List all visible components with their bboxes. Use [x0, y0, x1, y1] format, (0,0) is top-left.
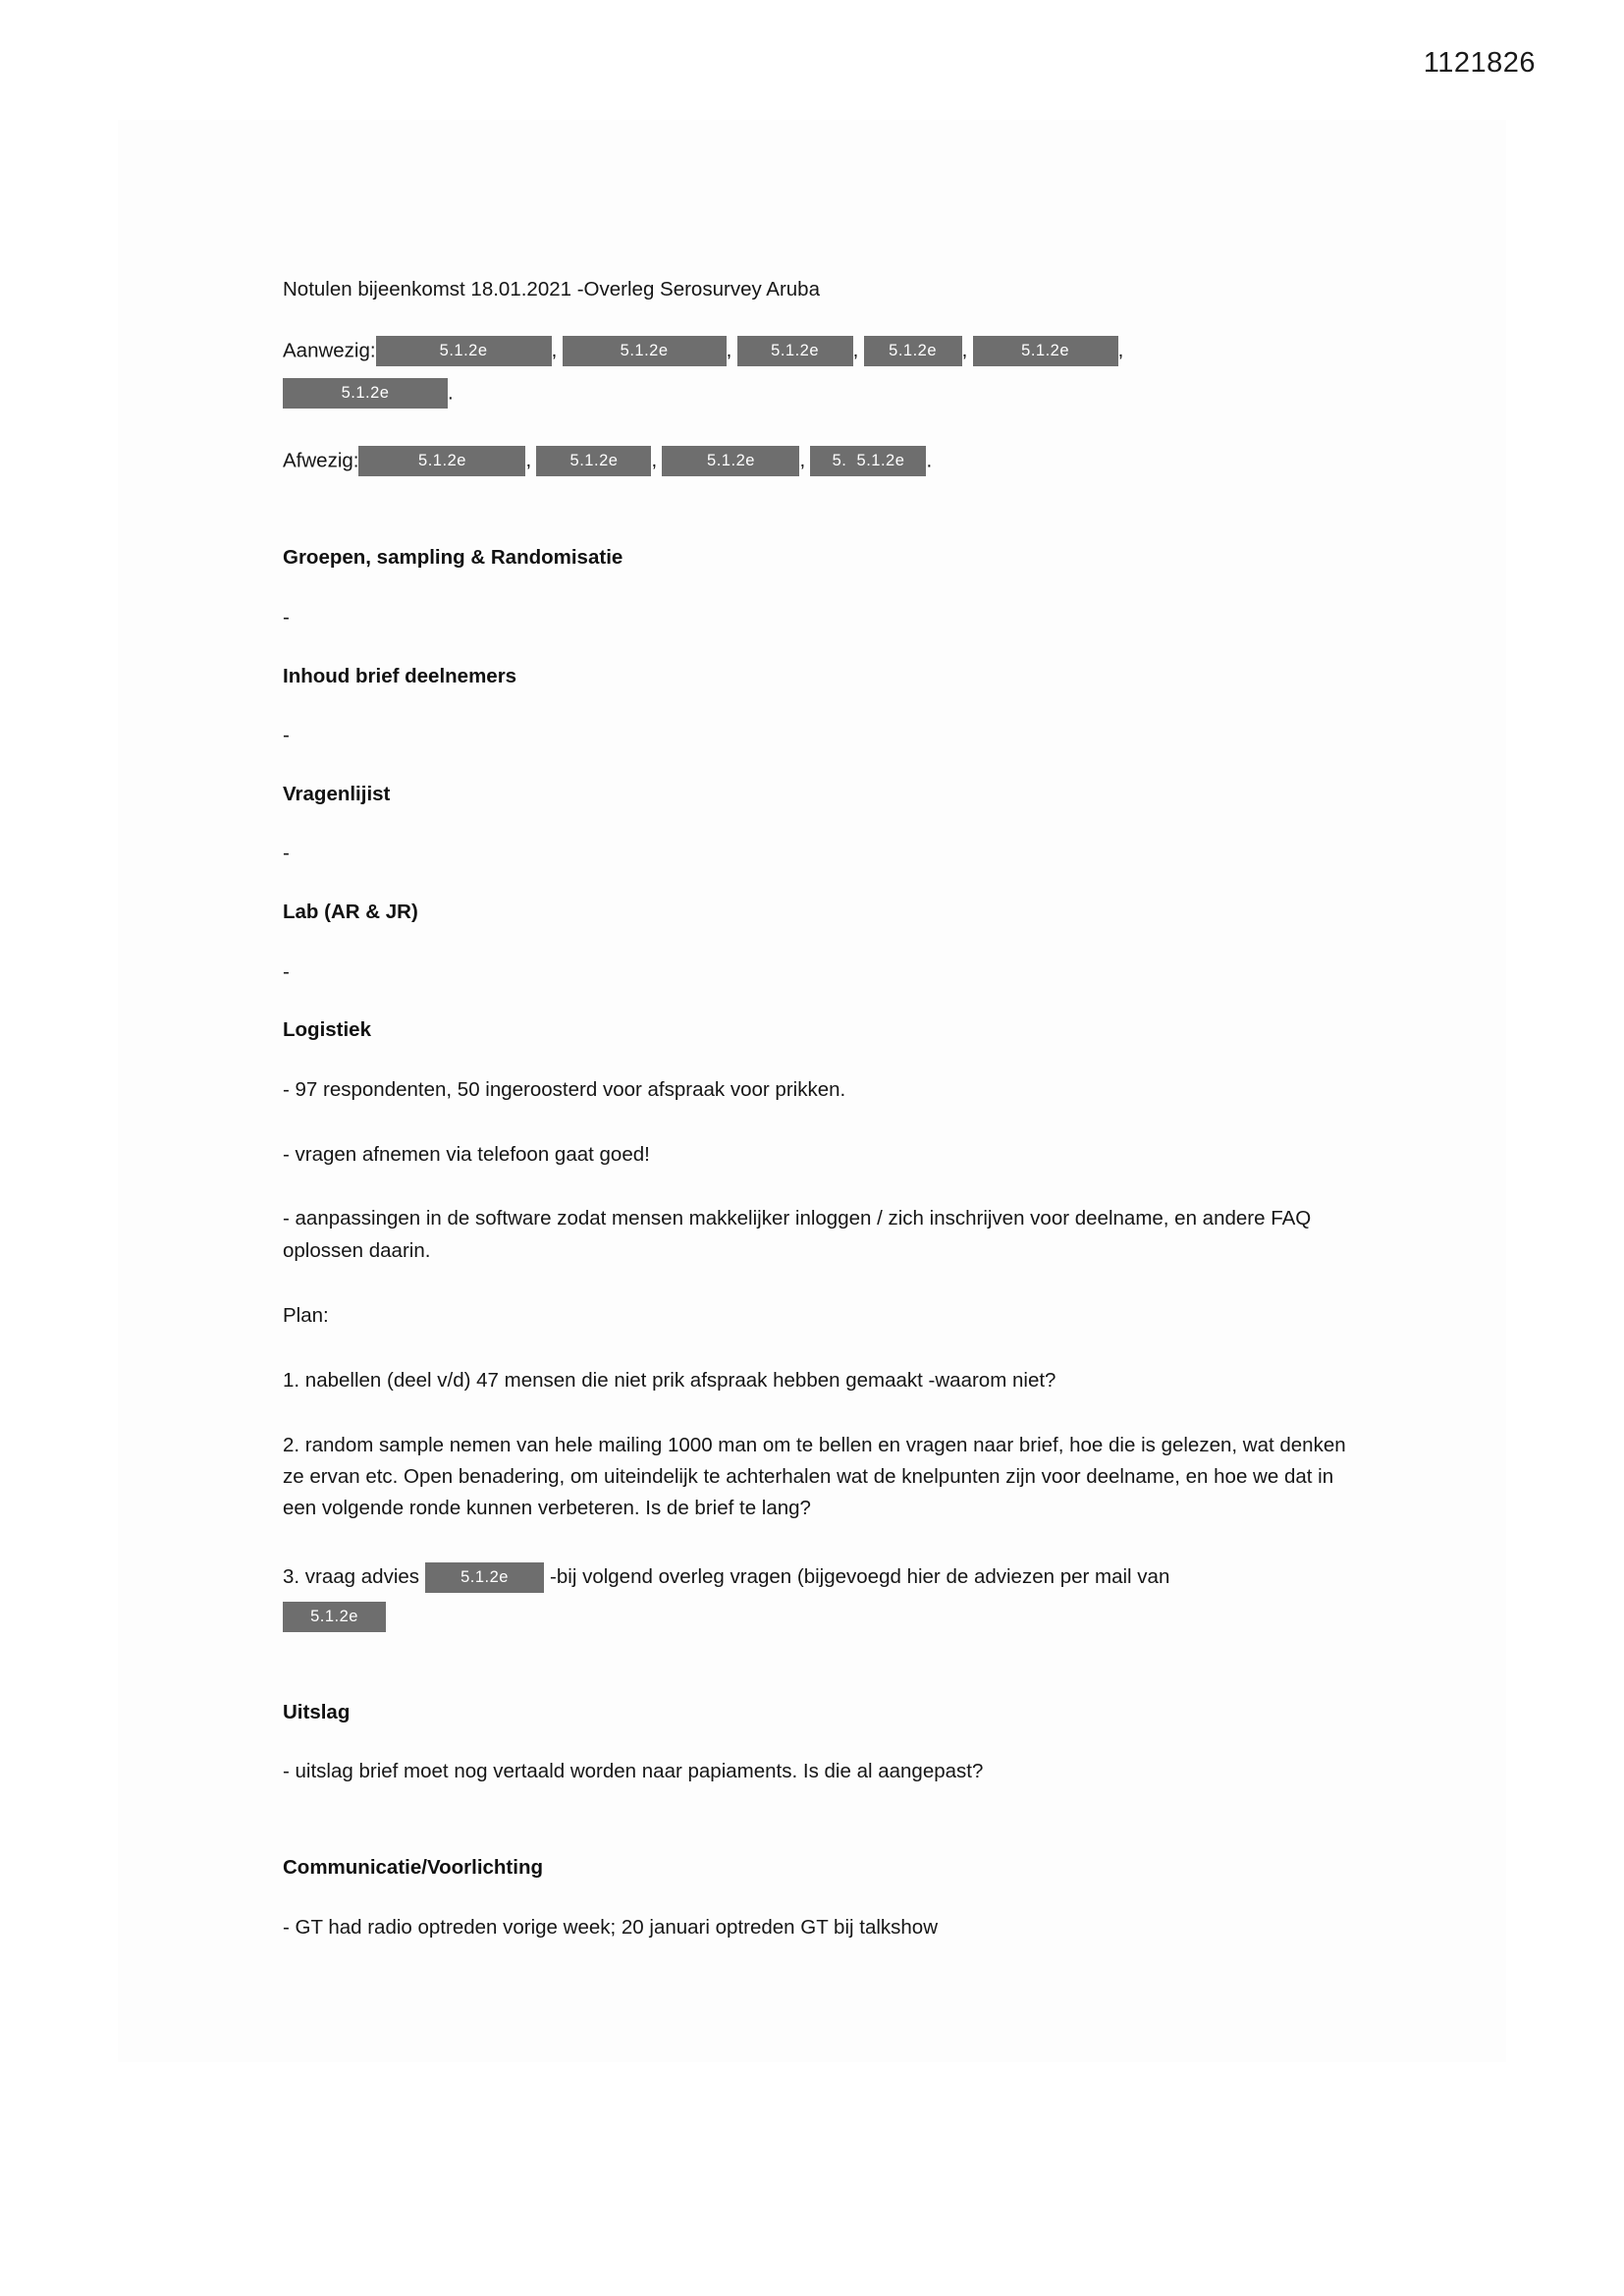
section-heading-vragenlijist: Vragenlijist	[283, 782, 391, 805]
logistiek-line-1: - 97 respondenten, 50 ingeroosterd voor afspraak voor prikken.	[283, 1077, 846, 1101]
section-heading-lab: Lab (AR & JR)	[283, 901, 418, 924]
section-heading-logistiek: Logistiek	[283, 1018, 371, 1042]
logistiek-plan-item-1: 1. nabellen (deel v/d) 47 mensen die niet prik afspraak hebben gemaakt -waarom niet?	[283, 1368, 1056, 1392]
plan-item-3-prefix: 3. vraag advies	[283, 1564, 420, 1588]
list-separator: ,	[961, 339, 968, 362]
redaction-box: 5.1.2e	[737, 336, 853, 366]
section-body-groepen: -	[283, 605, 290, 629]
attendance-present-label: Aanwezig:	[283, 339, 376, 362]
attendance-absent-label: Afwezig:	[283, 449, 359, 472]
redaction-box: 5.1.2e	[283, 1602, 386, 1632]
list-separator: ,	[852, 339, 859, 362]
list-separator: ,	[525, 449, 532, 472]
list-separator: ,	[551, 339, 558, 362]
redaction-box: 5.1.2e	[283, 378, 448, 409]
communicatie-line-1: - GT had radio optreden vorige week; 20 januari optreden GT bij talkshow	[283, 1915, 939, 1939]
redaction-box: 5.1.2e	[973, 336, 1118, 366]
section-spacer	[283, 1666, 1358, 1703]
section-spacer	[283, 1821, 1358, 1858]
section-heading-groepen: Groepen, sampling & Randomisatie	[283, 546, 623, 570]
redaction-box-numbered	[810, 446, 926, 476]
section-heading-uitslag: Uitslag	[283, 1700, 351, 1723]
section-body-lab: -	[283, 959, 290, 983]
logistiek-plan-item-3-continued	[283, 1602, 1358, 1632]
logistiek-line-3: - aanpassingen in de software zodat mensen makkelijker inloggen / zich inschrijven voor deelname, en andere FAQ oplossen daarin.	[283, 1207, 1312, 1262]
uitslag-line-1: - uitslag brief moet nog vertaald worden naar papiaments. Is die al aangepast?	[283, 1760, 984, 1783]
redaction-box: 5.1.2e	[563, 336, 727, 366]
list-separator: ,	[651, 449, 658, 472]
redaction-box: 5.1.2e	[425, 1562, 544, 1593]
section-body-inhoud: -	[283, 724, 290, 746]
sentence-terminator: .	[926, 449, 933, 472]
section-heading-communicatie: Communicatie/Voorlichting	[283, 1856, 543, 1879]
redaction-box: 5.1.2e	[358, 446, 525, 476]
logistiek-line-2: - vragen afnemen via telefoon gaat goed!	[283, 1142, 650, 1166]
redaction-box: 5.1.2e	[536, 446, 651, 476]
section-heading-inhoud: Inhoud brief deelnemers	[283, 664, 517, 687]
attendance-present-row	[283, 334, 1358, 368]
redaction-box: 5.1.2e	[864, 336, 962, 366]
attendance-present-row-continued	[283, 376, 1358, 410]
document-archive-number: 1121826	[1423, 47, 1536, 79]
section-body-vragenlijist: -	[283, 842, 290, 865]
redaction-box-label: 5.1.2e	[856, 451, 905, 469]
list-separator: ,	[726, 339, 732, 362]
meeting-title: Notulen bijeenkomst 18.01.2021 -Overleg Serosurvey Aruba	[283, 278, 820, 301]
document-body	[283, 280, 1358, 1976]
logistiek-plan-item-3	[283, 1558, 1358, 1596]
redaction-box-prefix: 5.	[832, 451, 847, 469]
redaction-box: 5.1.2e	[662, 446, 799, 476]
redaction-box: 5.1.2e	[376, 336, 552, 366]
attendance-absent-row	[283, 444, 1358, 478]
list-separator: ,	[799, 449, 806, 472]
plan-item-3-middle: -bij volgend overleg vragen (bijgevoegd hier de adviezen per mail van	[550, 1564, 1170, 1588]
logistiek-plan-label: Plan:	[283, 1304, 329, 1328]
sentence-terminator: .	[448, 381, 454, 405]
logistiek-plan-item-2: 2. random sample nemen van hele mailing 1000 man om te bellen en vragen naar brief, hoe die is gelezen, wat denken ze ervan etc. Open benadering, om uiteindelijk te achterhalen wat de knelpunten zijn voor deelname, en hoe we dat in een volgende ronde kunnen verbeteren. Is de brief te lang?	[283, 1433, 1346, 1520]
list-separator: ,	[1117, 339, 1124, 362]
